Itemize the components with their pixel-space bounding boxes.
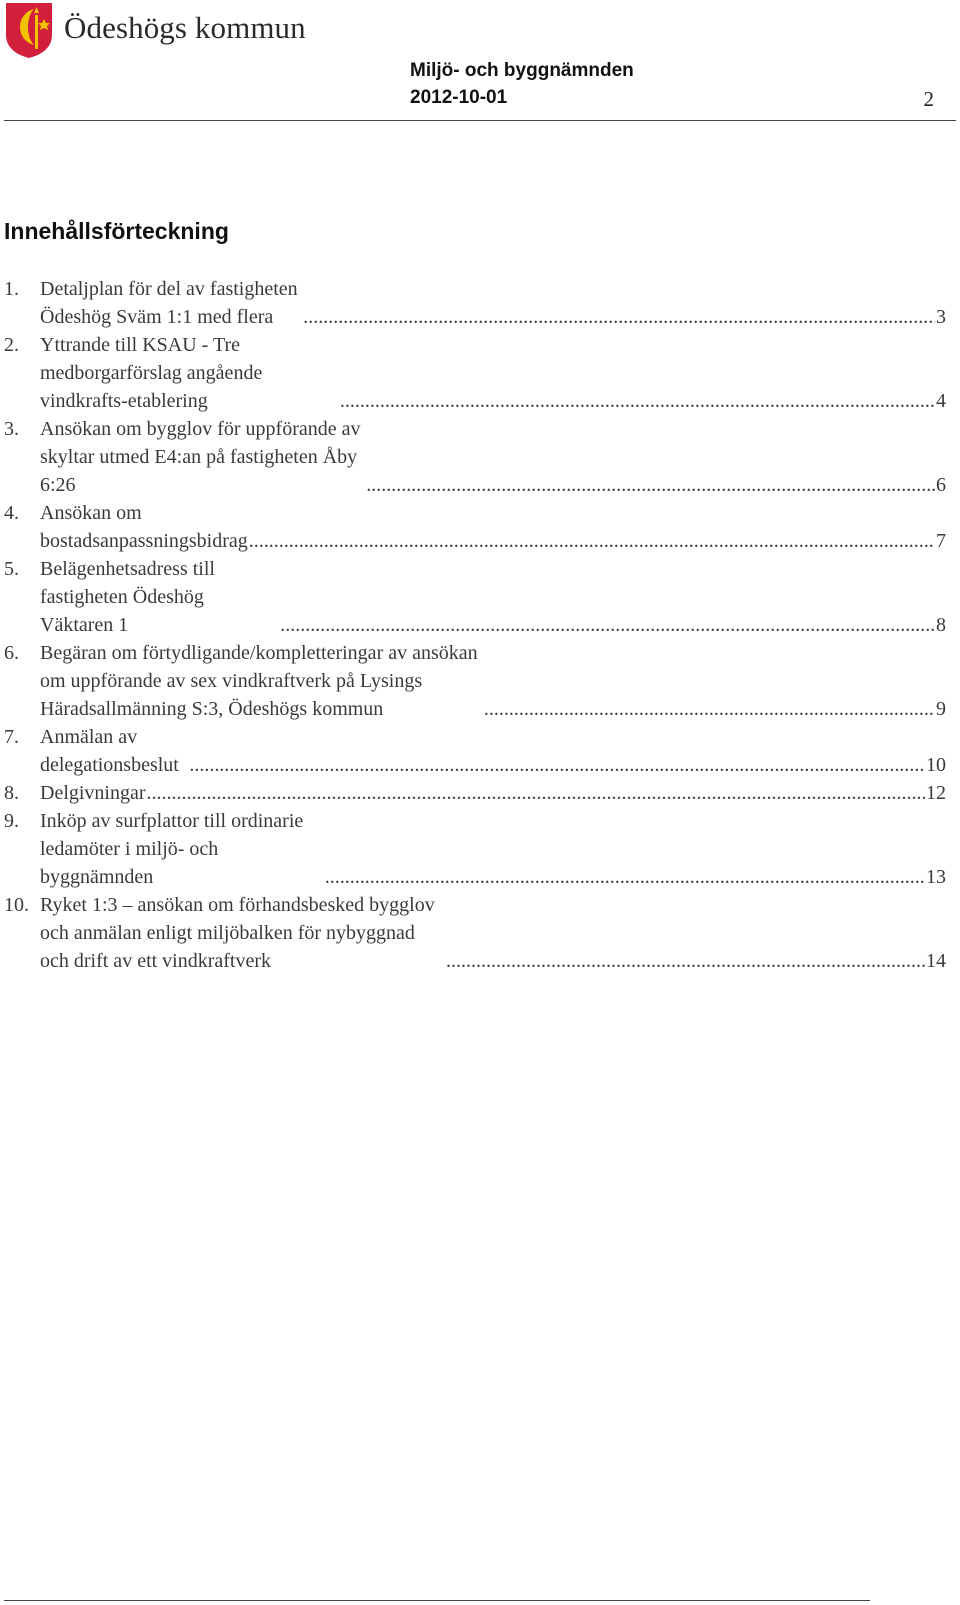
toc-entry[interactable] xyxy=(4,555,946,639)
toc-leader-dots xyxy=(484,695,935,723)
toc-entry-page: 7 xyxy=(936,530,946,552)
toc-entry-page: 8 xyxy=(936,614,946,636)
toc-entry-page: 6 xyxy=(936,474,946,496)
toc-entry-page: 4 xyxy=(936,390,946,412)
toc-entry-page: 14 xyxy=(926,950,946,972)
toc-entry-title: Detaljplan för del av fastigheten Ödeshög Sväm 1:1 med flera xyxy=(40,278,298,328)
toc-leader-dots xyxy=(340,387,935,415)
toc-entry[interactable] xyxy=(4,779,946,807)
meeting-date: 2012-10-01 xyxy=(410,87,508,108)
toc-leader-dots xyxy=(366,471,935,499)
toc-entry-number: 2. xyxy=(4,334,19,356)
toc-entry-number: 8. xyxy=(4,782,19,804)
toc-entry-number: 4. xyxy=(4,502,19,524)
toc-entry-number: 7. xyxy=(4,726,19,748)
toc-leader-dots xyxy=(325,863,925,891)
footer-divider xyxy=(4,1600,870,1601)
page-number: 2 xyxy=(923,87,934,111)
toc-entry-title: Anmälan av delegationsbeslut xyxy=(40,726,179,776)
toc-entry-page: 9 xyxy=(936,698,946,720)
toc-entry-number: 9. xyxy=(4,810,19,832)
municipality-name: Ödeshögs kommun xyxy=(64,10,306,45)
toc-entry-number: 5. xyxy=(4,558,19,580)
toc-entry-number: 1. xyxy=(4,278,19,300)
toc-leader-dots xyxy=(189,751,925,779)
toc-entry-page: 10 xyxy=(926,754,946,776)
toc-entry-number: 3. xyxy=(4,418,19,440)
toc-entry[interactable] xyxy=(4,807,946,891)
coat-of-arms-icon xyxy=(4,1,54,59)
toc-entry[interactable] xyxy=(4,499,946,555)
committee-name: Miljö- och byggnämnden xyxy=(410,60,634,81)
toc-entry[interactable] xyxy=(4,639,946,723)
toc-entry-title: Begäran om förtydligande/kompletteringar av ansökan om uppförande av sex vindkraftverk på Lysings Häradsallmänning S:3, Ödeshögs kommun xyxy=(40,642,478,720)
toc-entry-title: Delgivningar xyxy=(40,782,146,804)
toc-entry-number: 6. xyxy=(4,642,19,664)
toc-entry-title: Belägenhetsadress till fastigheten Ödeshög Väktaren 1 xyxy=(40,558,215,636)
toc-entry-page: 13 xyxy=(926,866,946,888)
toc-entry-title: Ryket 1:3 – ansökan om förhandsbesked bygglov och anmälan enligt miljöbalken för nybyggnad och drift av ett vindkraftverk xyxy=(40,894,435,972)
toc-entry[interactable] xyxy=(4,331,946,415)
toc-entry-page: 3 xyxy=(936,306,946,328)
municipality-logo xyxy=(4,0,306,62)
toc-entry-title: Inköp av surfplattor till ordinarie ledamöter i miljö- och byggnämnden xyxy=(40,810,304,888)
toc-leader-dots xyxy=(280,611,935,639)
toc-entry[interactable] xyxy=(4,723,946,779)
header-divider xyxy=(4,120,956,121)
toc-entry[interactable] xyxy=(4,891,946,975)
toc-entry[interactable] xyxy=(4,275,946,331)
toc-entry-page: 12 xyxy=(926,782,946,804)
table-of-contents xyxy=(4,275,946,975)
toc-leader-dots xyxy=(147,779,925,807)
toc-entry-title: Ansökan om bygglov för uppförande av skyltar utmed E4:an på fastigheten Åby 6:26 xyxy=(40,418,361,496)
toc-entry-title: Ansökan om bostadsanpassningsbidrag xyxy=(40,502,248,552)
toc-leader-dots xyxy=(303,303,935,331)
toc-heading: Innehållsförteckning xyxy=(4,218,229,244)
toc-entry[interactable] xyxy=(4,415,946,499)
toc-leader-dots xyxy=(249,527,935,555)
toc-entry-number: 10. xyxy=(4,894,29,916)
toc-leader-dots xyxy=(446,947,925,975)
toc-entry-title: Yttrande till KSAU - Tre medborgarförslag angående vindkrafts-etablering xyxy=(40,334,263,412)
